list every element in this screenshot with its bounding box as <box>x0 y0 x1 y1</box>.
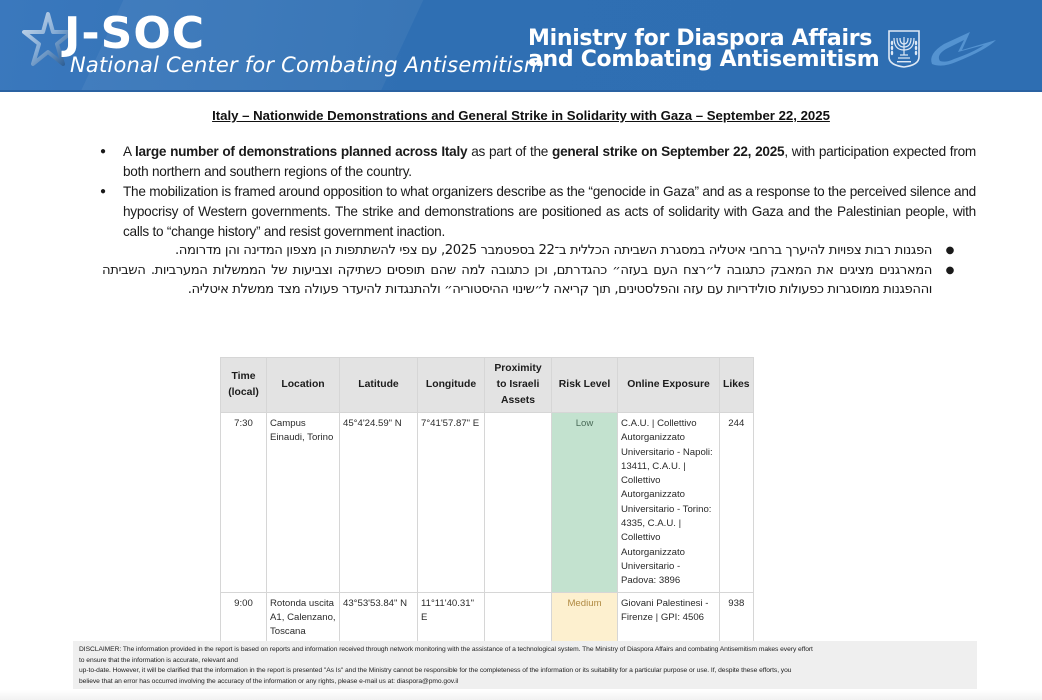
hebrew-bullets <box>102 241 954 300</box>
jsoc-logo-subtitle: National Center for Combating Antisemitism <box>70 53 545 77</box>
bottom-fade <box>0 690 1042 700</box>
cell-longitude: 7°41'57.87" E <box>418 413 485 593</box>
bullet-bold-text: general strike on September 22, 2025 <box>552 144 785 159</box>
disclaimer-line: to ensure that the information is accurate, relevant and <box>79 656 238 664</box>
disclaimer-line: believe that an error has occurred involving the accuracy of the information or any rights, please e-mail us at: diaspora@pmo.gov.il <box>79 677 459 685</box>
cell-location: Rotonda uscita A1, Calenzano, Toscana <box>267 592 340 643</box>
bullet-bold-text: large number of demonstrations planned across Italy <box>134 144 468 159</box>
table-header-row <box>221 358 754 413</box>
header-latitude: Latitude <box>340 358 418 413</box>
disclaimer-line: up-to-date. However, it will be clarified that the information in the report is presented "As Is" and the Ministry cannot be responsible for the completeness of the information or its suitability for a particular purpose or use. If, despite these efforts, you <box>79 667 792 675</box>
state-emblem-icon <box>886 29 922 69</box>
disclaimer-box <box>73 641 977 689</box>
cell-proximity <box>485 413 552 593</box>
header-risk-level: Risk Level <box>552 358 618 413</box>
bullet-item-hebrew: ● המארגנים מציגים את המאבק כתגובה ל״רצח העם בעזה״ כהגדרתם, וכן כתגובה למה שהם תופסים כשתיקה וצביעות של הממשלות המערביות. השביתה וההפגנות ממוסגרות כפעולות סולידריות עם עזה והפלסטינים, תוך קריאה ל״שינוי ההיסטוריה״ ולהתנגדות להיעדר פעולה מצד ממשלת איטליה. <box>102 261 954 300</box>
header-location: Location <box>267 358 340 413</box>
header-likes: Likes <box>720 358 754 413</box>
bullet-text: The mobilization is framed around opposition to what organizers describe as the “genocide in Gaza” and as a response to the perceived silence and hypocrisy of Western governments. The strike and demonstrations are positioned as acts of solidarity with Gaza and the Palestinian people, with calls to “change history” and resist government inaction. <box>123 184 976 239</box>
bullet-text: as part of the <box>467 144 553 159</box>
cell-latitude: 45°4'24.59" N <box>340 413 418 593</box>
bullet-text: A <box>123 144 135 159</box>
cell-likes: 938 <box>720 592 754 643</box>
cell-risk-level: Medium <box>552 592 618 643</box>
english-bullets <box>100 142 976 241</box>
ministry-name-line1: Ministry for Diaspora Affairs <box>528 26 873 51</box>
bullet-item <box>100 182 976 241</box>
header-longitude: Longitude <box>418 358 485 413</box>
cell-time: 7:30 <box>221 413 267 593</box>
ministry-swoosh-icon <box>926 28 1002 70</box>
header-banner <box>0 0 1042 92</box>
cell-risk-level: Low <box>552 413 618 593</box>
cell-online-exposure: C.A.U. | Collettivo Autorganizzato Universitario - Napoli: 13411, C.A.U. | Collettivo Autorganizzato Universitario - Torino: 4335, C.A.U. | Collettivo Autorganizzato Universitario - Padova: 3896 <box>618 413 720 593</box>
table-row <box>221 592 754 643</box>
cell-proximity <box>485 592 552 643</box>
document-title: Italy – Nationwide Demonstrations and General Strike in Solidarity with Gaza – September 22, 2025 <box>212 108 830 123</box>
header-proximity: Proximity to Israeli Assets <box>485 358 552 413</box>
cell-online-exposure: Giovani Palestinesi - Firenze | GPI: 4506 <box>618 592 720 643</box>
cell-likes: 244 <box>720 413 754 593</box>
bullet-item-hebrew: ● הפגנות רבות צפויות להיערך ברחבי איטליה במסגרת השביתה הכללית ב־22 בספטמבר 2025, עם צפי להשתתפות הן מצפון המדינה והן מדרומה. <box>102 241 954 261</box>
cell-latitude: 43°53'53.84" N <box>340 592 418 643</box>
table-row <box>221 413 754 593</box>
cell-longitude: 11°11'40.31" E <box>418 592 485 643</box>
disclaimer-line: DISCLAIMER: The information provided in the report is based on reports and information received through network monitoring with the assistance of a technological system. The Ministry of Diaspora Affairs and combating Antisemitism makes every effort <box>79 646 813 653</box>
ministry-name <box>528 26 880 72</box>
jsoc-logo-title: J-SOC <box>64 8 206 59</box>
bullet-item <box>100 142 976 182</box>
header-time: Time (local) <box>221 358 267 413</box>
ministry-name-line2: and Combating Antisemitism <box>528 47 880 72</box>
bullet-text: , with participation expected from both northern and southern regions of the country. <box>123 144 976 179</box>
header-online-exposure: Online Exposure <box>618 358 720 413</box>
events-table-wrapper <box>220 357 754 643</box>
events-table <box>220 357 754 643</box>
cell-location: Campus Einaudi, Torino <box>267 413 340 593</box>
cell-time: 9:00 <box>221 592 267 643</box>
